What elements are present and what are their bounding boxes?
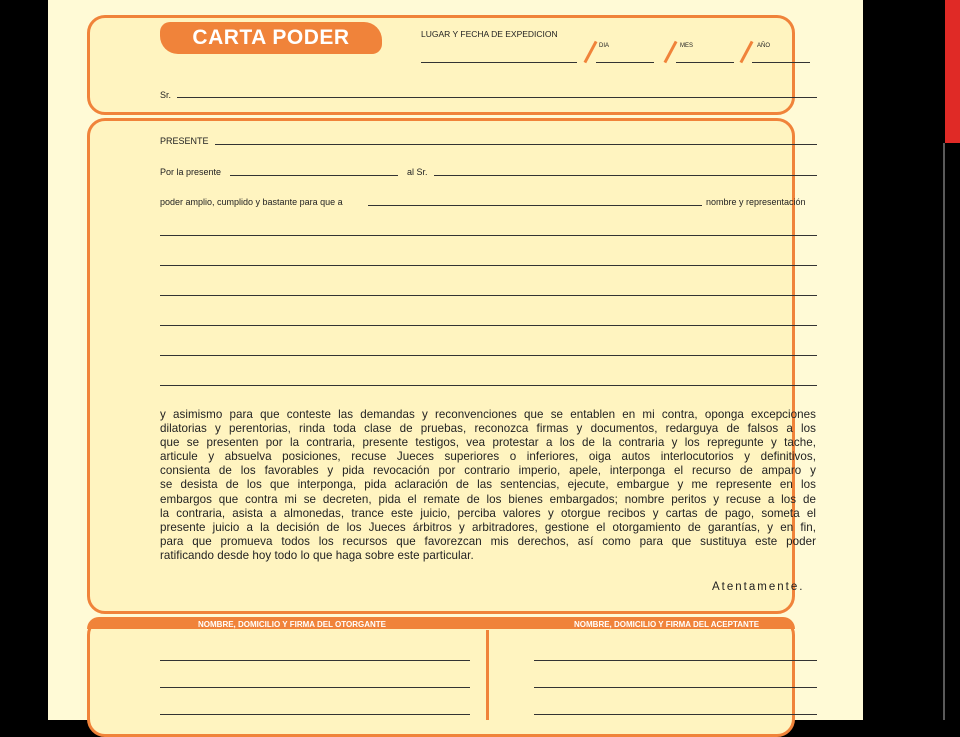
paragraph-line: consienta de los favorables y pida revocación por contrario imperio, apele, interponga el recurso de amparo y — [160, 464, 816, 478]
poder-amplio-label: poder amplio, cumplido y bastante para que a — [160, 197, 343, 207]
side-separator — [943, 143, 945, 720]
signature-box — [87, 617, 795, 737]
title-badge — [160, 22, 382, 54]
blank-line-1 — [160, 235, 817, 236]
sr-label: Sr. — [160, 90, 172, 100]
paragraph-line: embargos que contra mi se decreten, pida el remate de los bienes embargados; nombre peritos y recuse a los de — [160, 492, 816, 506]
paragraph-line: articule y absuelva posiciones, recuse Jueces superiores o inferiores, oiga autos interlocutorios y definitivos, — [160, 450, 816, 464]
place-date-label: LUGAR Y FECHA DE EXPEDICION — [421, 29, 558, 39]
nombre-representacion-label: nombre y representación — [706, 197, 806, 207]
presente-line — [215, 144, 817, 145]
acceptor-heading: NOMBRE, DOMICILIO Y FIRMA DEL ACEPTANTE — [574, 620, 760, 629]
blank-line-3 — [160, 295, 817, 296]
grantor-line-3 — [160, 714, 470, 715]
closing-text: Atentamente. — [712, 581, 805, 593]
paragraph-line: dilatorias y perentorias, rinda toda clase de pruebas, reconozca firmas y documentos, redarguya de falsos a los — [160, 422, 816, 436]
paragraph-line: que se presenten por la contraria, presente testigos, vea protestar a los de la contraria y los repregunte y tache, — [160, 436, 816, 450]
blank-line-4 — [160, 325, 817, 326]
grantor-line-2 — [160, 687, 470, 688]
year-label: AÑO — [757, 43, 771, 49]
day-line — [596, 62, 654, 63]
paragraph-line: para que promueva todos los recursos que favorezcan mis derechos, así como para que sustituya este poder — [160, 534, 816, 548]
side-tab — [945, 0, 960, 143]
por-la-presente-line — [230, 175, 398, 176]
month-label: MES — [680, 43, 694, 49]
al-sr-label: al Sr. — [407, 167, 428, 177]
blank-line-5 — [160, 355, 817, 356]
grantor-line-1 — [160, 660, 470, 661]
poder-amplio-line — [368, 205, 702, 206]
form-title: CARTA PODER — [192, 26, 350, 49]
day-label: DIA — [599, 43, 610, 49]
blank-line-6 — [160, 385, 817, 386]
paragraph-line: la contraria, asista a almonedas, trance este juicio, perciba valores y otorgue recibos y cartas de pago, someta el — [160, 506, 816, 520]
al-sr-line — [434, 175, 817, 176]
power-clause-paragraph — [160, 408, 816, 563]
por-la-presente-label: Por la presente — [160, 167, 222, 177]
acceptor-line-1 — [534, 660, 817, 661]
place-line — [421, 62, 577, 63]
sr-line — [177, 97, 817, 98]
paragraph-line: presente juicio a la decisión de los Jueces árbitros y arbitradores, gestione el otorgamiento de garantías, y en fin, — [160, 520, 816, 534]
paragraph-line: y asimismo para que conteste las demandas y reconvenciones que se entablen en mi contra, oponga excepciones — [160, 408, 816, 421]
presente-label: PRESENTE — [160, 136, 209, 146]
month-line — [676, 62, 734, 63]
signature-divider — [486, 630, 489, 720]
grantor-heading: NOMBRE, DOMICILIO Y FIRMA DEL OTORGANTE — [198, 620, 387, 629]
paragraph-line: se desista de los que interponga, pida aclaración de las sentencias, ejecute, embargue y me represente en los — [160, 478, 816, 492]
acceptor-line-3 — [534, 714, 817, 715]
acceptor-line-2 — [534, 687, 817, 688]
paragraph-line: ratificando desde hoy todo lo que haga sobre este particular. — [160, 548, 474, 562]
blank-line-2 — [160, 265, 817, 266]
year-line — [752, 62, 810, 63]
